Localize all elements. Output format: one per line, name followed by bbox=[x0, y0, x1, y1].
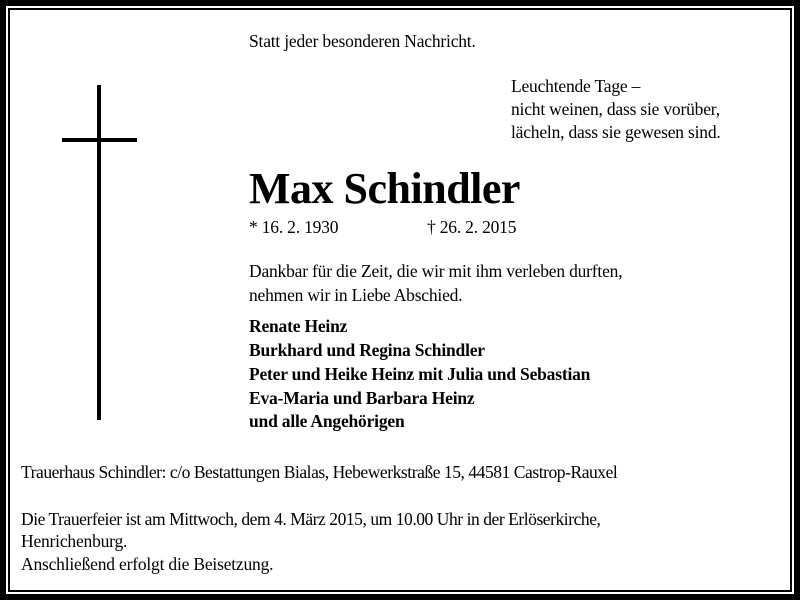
deceased-name: Max Schindler bbox=[249, 164, 520, 213]
service-line: Henrichenburg. bbox=[21, 531, 128, 551]
header-line: Statt jeder besonderen Nachricht. bbox=[249, 31, 476, 51]
poem-line: lächeln, dass sie gewesen sind. bbox=[511, 122, 721, 142]
mourner: Eva-Maria und Barbara Heinz bbox=[249, 388, 475, 408]
service-line: Die Trauerfeier ist am Mittwoch, dem 4. März 2015, um 10.00 Uhr in der Erlöserkirche, bbox=[21, 509, 601, 529]
cross-horizontal-bar bbox=[62, 138, 137, 142]
mourner: Renate Heinz bbox=[249, 316, 348, 336]
death-date: † 26. 2. 2015 bbox=[427, 217, 517, 237]
message-line: nehmen wir in Liebe Abschied. bbox=[249, 285, 463, 305]
poem-line: Leuchtende Tage – bbox=[511, 76, 641, 96]
birth-date: * 16. 2. 1930 bbox=[249, 217, 339, 237]
mourner: Burkhard und Regina Schindler bbox=[249, 340, 485, 360]
poem-line: nicht weinen, dass sie vorüber, bbox=[511, 99, 720, 119]
mourning-house-address: Trauerhaus Schindler: c/o Bestattungen Bialas, Hebewerkstraße 15, 44581 Castrop-Rauxel bbox=[21, 462, 618, 482]
cross-vertical-bar bbox=[97, 85, 101, 420]
message-line: Dankbar für die Zeit, die wir mit ihm verleben durften, bbox=[249, 261, 623, 281]
mourner: Peter und Heike Heinz mit Julia und Sebastian bbox=[249, 364, 591, 384]
mourner: und alle Angehörigen bbox=[249, 411, 405, 431]
service-line: Anschließend erfolgt die Beisetzung. bbox=[21, 554, 274, 574]
